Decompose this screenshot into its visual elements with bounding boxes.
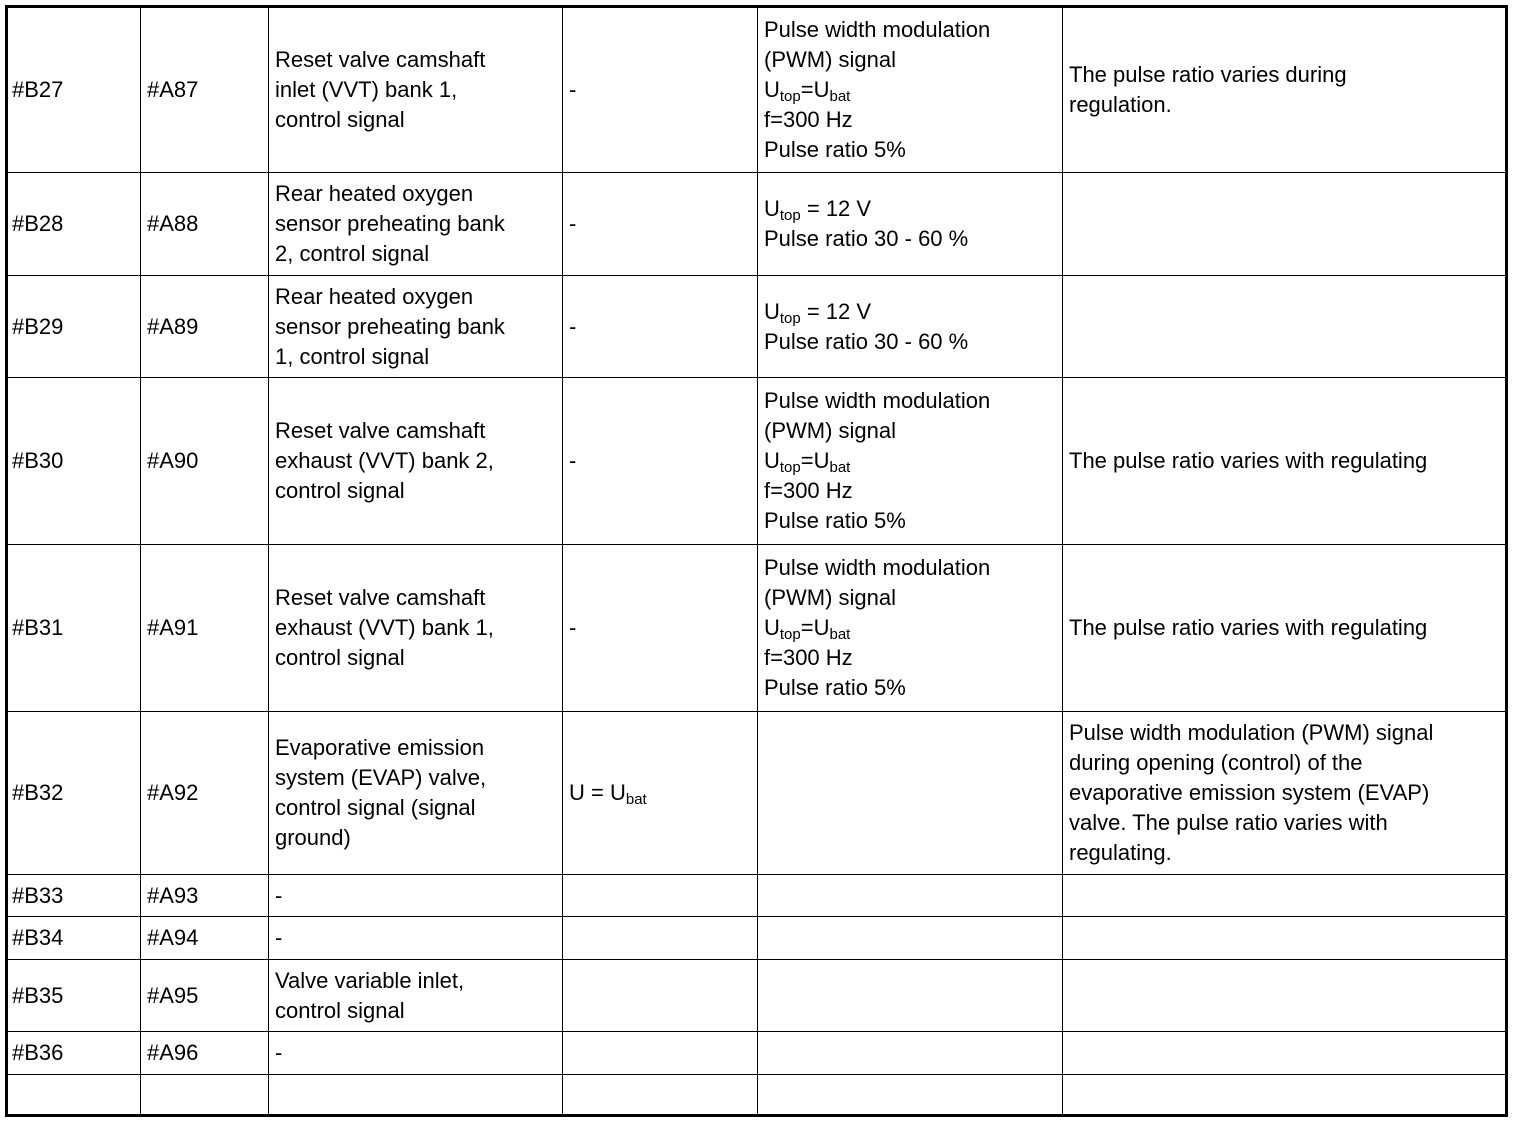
cell-line: sensor preheating bank [275,313,505,339]
pin-a-cell: #A93 [141,875,269,917]
cell-line: Pulse width modulation (PWM) signal [1069,720,1434,745]
cell-text: Pulse ratio 5% [764,508,906,533]
cell-line: ground) [275,825,351,850]
description-cell [269,960,563,1032]
cell-text: - [569,77,577,102]
cell-line: control signal [275,997,405,1023]
pin-a-cell: #A95 [141,960,269,1032]
description-cell [269,875,563,917]
pin-b-cell: #B36 [7,1032,141,1075]
cell-line: evaporative emission system (EVAP) [1069,780,1430,805]
cell-text: =U [800,615,830,640]
cell-line [764,643,1056,673]
voltage-cell [563,712,758,875]
cell-text: - [569,313,577,339]
signal-cell [758,545,1063,712]
table-row [7,1032,1507,1075]
cell-line: valve. The pulse ratio varies with [1069,810,1388,835]
voltage-cell [563,917,758,960]
signal-cell [758,173,1063,276]
cell-line [569,613,751,643]
cell-line [764,194,1056,224]
description-cell [269,173,563,276]
cell-line [569,446,751,476]
pin-a-cell: #A92 [141,712,269,875]
cell-line [764,446,1056,476]
cell-line: The pulse ratio varies with regulating [1069,448,1428,473]
pin-a-cell: #A94 [141,917,269,960]
cell-line [764,476,1056,506]
cell-text: Pulse ratio 30 - 60 % [764,328,969,354]
cell-line: Reset valve camshaft [275,585,486,610]
cell-line: Rear heated oxygen [275,181,474,206]
description-cell [269,545,563,712]
pin-a-cell [141,1075,269,1116]
cell-line: control signal [275,645,405,670]
cell-line [764,386,1056,416]
pin-b-cell: #B31 [7,545,141,712]
cell-text: U = U [569,780,626,805]
cell-text: = 12 V [800,196,872,221]
voltage-cell [563,875,758,917]
voltage-cell [563,960,758,1032]
cell-line [764,224,1056,254]
cell-text: U [764,196,780,221]
voltage-cell [563,545,758,712]
cell-line [764,15,1056,45]
comment-cell [1063,960,1507,1032]
comment-cell [1063,545,1507,712]
pin-b-cell: #B32 [7,712,141,875]
cell-text: U [764,448,780,473]
voltage-cell [563,276,758,378]
cell-text: Pulse width modulation [764,555,991,580]
cell-line [764,613,1056,643]
cell-text: Pulse ratio 5% [764,675,906,700]
cell-line: inlet (VVT) bank 1, [275,77,458,102]
cell-line: Reset valve camshaft [275,47,486,72]
pin-b-cell: #B28 [7,173,141,276]
comment-cell [1063,1075,1507,1116]
voltage-cell [563,7,758,173]
cell-line: regulating. [1069,840,1172,865]
subscript-text: bat [829,626,851,643]
comment-cell [1063,917,1507,960]
table-row [7,276,1507,378]
cell-line [764,135,1056,165]
pin-a-cell: #A89 [141,276,269,378]
cell-line: control signal (signal [275,795,476,820]
cell-text: Pulse ratio 30 - 60 % [764,226,969,251]
voltage-cell [563,173,758,276]
signal-cell [758,875,1063,917]
subscript-text: top [779,626,801,643]
cell-line [764,553,1056,583]
voltage-cell [563,1075,758,1116]
description-cell [269,917,563,960]
cell-line: Reset valve camshaft [275,418,486,443]
cell-line: The pulse ratio varies with regulating [1069,615,1428,640]
voltage-cell [563,378,758,545]
cell-line [764,45,1056,75]
cell-text: (PWM) signal [764,585,897,610]
cell-text: U [764,77,780,102]
cell-line: - [275,1040,283,1065]
cell-text: Pulse width modulation [764,17,991,42]
cell-text: - [569,211,577,236]
pin-a-cell: #A87 [141,7,269,173]
cell-text: f=300 Hz [764,478,853,503]
cell-text: f=300 Hz [764,107,853,132]
cell-line: regulation. [1069,92,1172,117]
subscript-text: bat [625,791,647,808]
pin-a-cell: #A96 [141,1032,269,1075]
cell-text: =U [800,77,830,102]
pin-table-body [7,7,1507,1116]
comment-cell [1063,712,1507,875]
pin-b-cell: #B34 [7,917,141,960]
table-row [7,712,1507,875]
cell-line: during opening (control) of the [1069,750,1363,775]
cell-line [569,312,751,342]
comment-cell [1063,875,1507,917]
description-cell [269,378,563,545]
subscript-text: bat [829,459,851,476]
pin-a-cell: #A88 [141,173,269,276]
cell-line: exhaust (VVT) bank 1, [275,615,494,640]
cell-line [764,327,1056,357]
cell-line: - [275,925,283,950]
signal-cell [758,276,1063,378]
cell-line [764,75,1056,105]
cell-line [764,416,1056,446]
table-row [7,875,1507,917]
comment-cell [1063,7,1507,173]
table-row [7,960,1507,1032]
cell-line: exhaust (VVT) bank 2, [275,448,494,473]
pin-b-cell: #B30 [7,378,141,545]
cell-line: control signal [275,478,405,503]
cell-line [764,297,1056,327]
cell-line: 2, control signal [275,241,430,266]
description-cell [269,7,563,173]
subscript-text: top [779,88,801,105]
pin-b-cell: #B35 [7,960,141,1032]
description-cell [269,712,563,875]
table-row [7,378,1507,545]
description-cell [269,276,563,378]
cell-line [764,583,1056,613]
description-cell [269,1032,563,1075]
cell-line: The pulse ratio varies during [1069,62,1347,87]
cell-text: Pulse width modulation [764,388,991,413]
pin-b-cell [7,1075,141,1116]
cell-line: 1, control signal [275,343,430,369]
cell-line: Rear heated oxygen [275,283,474,309]
signal-cell [758,712,1063,875]
cell-line: Valve variable inlet, [275,967,465,993]
table-row [7,545,1507,712]
subscript-text: top [779,459,801,476]
comment-cell [1063,276,1507,378]
cell-text: (PWM) signal [764,47,897,72]
comment-cell [1063,378,1507,545]
cell-line [569,778,751,808]
cell-text: =U [800,448,830,473]
cell-line [764,105,1056,135]
table-row [7,173,1507,276]
cell-line: - [275,882,283,908]
cell-text: = 12 V [800,298,872,324]
cell-text: U [764,615,780,640]
pin-b-cell: #B33 [7,875,141,917]
pin-b-cell: #B27 [7,7,141,173]
table-row [7,7,1507,173]
signal-cell [758,1032,1063,1075]
cell-text: U [764,298,780,324]
cell-line: sensor preheating bank [275,211,505,236]
description-cell [269,1075,563,1116]
voltage-cell [563,1032,758,1075]
pin-b-cell: #B29 [7,276,141,378]
table-row [7,917,1507,960]
signal-cell [758,917,1063,960]
cell-line [569,209,751,239]
comment-cell [1063,1032,1507,1075]
subscript-text: bat [829,88,851,105]
subscript-text: top [779,309,801,327]
pin-a-cell: #A91 [141,545,269,712]
pin-table [5,5,1508,1117]
cell-line: control signal [275,107,405,132]
pin-a-cell: #A90 [141,378,269,545]
signal-cell [758,378,1063,545]
cell-line: Evaporative emission [275,735,485,760]
signal-cell [758,960,1063,1032]
signal-cell [758,7,1063,173]
cell-text: - [569,448,577,473]
comment-cell [1063,173,1507,276]
cell-text: (PWM) signal [764,418,897,443]
cell-line [764,506,1056,536]
cell-text: f=300 Hz [764,645,853,670]
cell-line: system (EVAP) valve, [275,765,487,790]
cell-line [569,75,751,105]
subscript-text: top [779,207,801,224]
cell-line [764,673,1056,703]
signal-cell [758,1075,1063,1116]
cell-text: - [569,615,577,640]
table-row [7,1075,1507,1116]
cell-text: Pulse ratio 5% [764,137,906,162]
